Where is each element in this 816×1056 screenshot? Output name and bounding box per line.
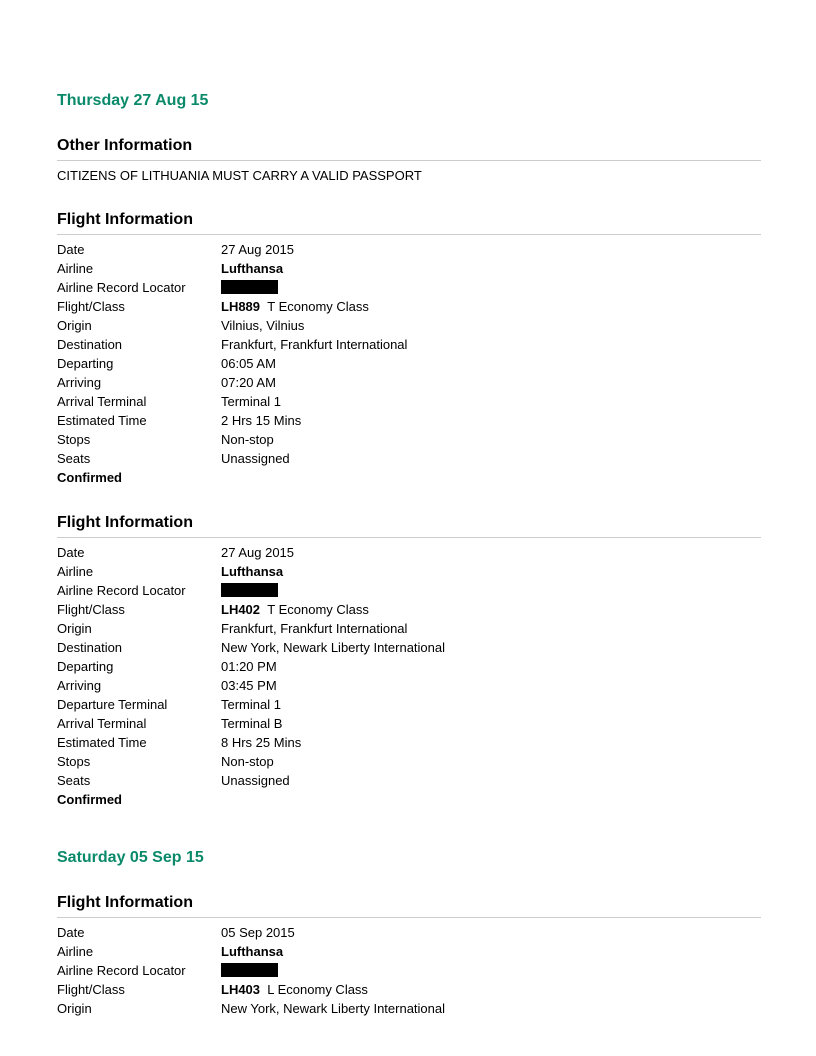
flight-number: LH403: [221, 982, 261, 997]
label-record-locator: Airline Record Locator: [57, 963, 186, 978]
flight-number: LH889: [221, 299, 261, 314]
value-estimated-time: 8 Hrs 25 Mins: [221, 735, 302, 750]
value-record-locator: [221, 581, 278, 600]
row-departure-terminal: [57, 695, 761, 714]
value-arriving: 03:45 PM: [221, 678, 277, 693]
label-record-locator: Airline Record Locator: [57, 280, 186, 295]
travel-class: L Economy Class: [267, 982, 368, 997]
row-origin: [57, 619, 761, 638]
row-estimated-time: [57, 411, 761, 430]
row-airline: [57, 942, 761, 961]
row-airline: [57, 562, 761, 581]
booking-status: Confirmed: [57, 792, 122, 807]
travel-class: T Economy Class: [267, 602, 369, 617]
day-header: Saturday 05 Sep 15: [57, 849, 204, 866]
value-arriving: 07:20 AM: [221, 375, 276, 390]
value-departing: 06:05 AM: [221, 356, 276, 371]
value-record-locator: [221, 961, 278, 980]
label-stops: Stops: [57, 754, 91, 769]
row-record-locator: [57, 278, 761, 297]
flight-details-1: [57, 240, 761, 487]
value-arrival-terminal: Terminal B: [221, 716, 283, 731]
row-date: [57, 543, 761, 562]
value-flight-class: [221, 600, 369, 619]
row-record-locator: [57, 581, 761, 600]
label-arrival-terminal: Arrival Terminal: [57, 394, 147, 409]
row-estimated-time: [57, 733, 761, 752]
value-date: 05 Sep 2015: [221, 925, 295, 940]
label-arrival-terminal: Arrival Terminal: [57, 716, 147, 731]
label-airline: Airline: [57, 564, 94, 579]
day-header: Thursday 27 Aug 15: [57, 92, 209, 109]
section-title-flight-information: Flight Information: [57, 893, 761, 918]
value-record-locator: [221, 278, 278, 297]
label-departing: Departing: [57, 356, 114, 371]
label-record-locator: Airline Record Locator: [57, 583, 186, 598]
flight-details-3: [57, 923, 761, 1018]
row-flight-class: [57, 980, 761, 999]
row-destination: [57, 335, 761, 354]
value-stops: Non-stop: [221, 754, 274, 769]
value-airline: Lufthansa: [221, 564, 284, 579]
row-arrival-terminal: [57, 392, 761, 411]
value-arrival-terminal: Terminal 1: [221, 394, 281, 409]
row-stops: [57, 430, 761, 449]
section-title-other-information: Other Information: [57, 136, 761, 161]
row-record-locator: [57, 961, 761, 980]
row-arriving: [57, 676, 761, 695]
label-departure-terminal: Departure Terminal: [57, 697, 168, 712]
label-date: Date: [57, 242, 85, 257]
label-airline: Airline: [57, 261, 94, 276]
row-departing: [57, 354, 761, 373]
value-departure-terminal: Terminal 1: [221, 697, 281, 712]
label-arriving: Arriving: [57, 375, 102, 390]
value-seats: Unassigned: [221, 451, 290, 466]
label-origin: Origin: [57, 318, 92, 333]
row-status: [57, 468, 761, 487]
value-origin: Vilnius, Vilnius: [221, 318, 305, 333]
value-airline: Lufthansa: [221, 944, 284, 959]
row-departing: [57, 657, 761, 676]
value-stops: Non-stop: [221, 432, 274, 447]
row-flight-class: [57, 600, 761, 619]
travel-class: T Economy Class: [267, 299, 369, 314]
section-title-flight-information: Flight Information: [57, 513, 761, 538]
label-flight-class: Flight/Class: [57, 602, 125, 617]
section-title-flight-information: Flight Information: [57, 210, 761, 235]
row-arrival-terminal: [57, 714, 761, 733]
value-origin: Frankfurt, Frankfurt International: [221, 621, 408, 636]
row-airline: [57, 259, 761, 278]
value-estimated-time: 2 Hrs 15 Mins: [221, 413, 302, 428]
value-date: 27 Aug 2015: [221, 545, 295, 560]
value-flight-class: [221, 297, 369, 316]
value-flight-class: [221, 980, 368, 999]
row-destination: [57, 638, 761, 657]
label-destination: Destination: [57, 337, 123, 352]
redaction-block: [221, 583, 278, 597]
row-seats: [57, 449, 761, 468]
row-date: [57, 923, 761, 942]
redaction-block: [221, 280, 278, 294]
booking-status: Confirmed: [57, 470, 122, 485]
value-destination: New York, Newark Liberty International: [221, 640, 446, 655]
label-estimated-time: Estimated Time: [57, 735, 147, 750]
row-status: [57, 790, 761, 809]
row-seats: [57, 771, 761, 790]
row-flight-class: [57, 297, 761, 316]
label-seats: Seats: [57, 773, 91, 788]
label-destination: Destination: [57, 640, 123, 655]
label-airline: Airline: [57, 944, 94, 959]
value-origin: New York, Newark Liberty International: [221, 1001, 446, 1016]
label-departing: Departing: [57, 659, 114, 674]
row-origin: [57, 316, 761, 335]
label-origin: Origin: [57, 1001, 92, 1016]
value-destination: Frankfurt, Frankfurt International: [221, 337, 408, 352]
flight-number: LH402: [221, 602, 261, 617]
label-stops: Stops: [57, 432, 91, 447]
value-date: 27 Aug 2015: [221, 242, 295, 257]
label-date: Date: [57, 925, 85, 940]
label-estimated-time: Estimated Time: [57, 413, 147, 428]
label-arriving: Arriving: [57, 678, 102, 693]
redaction-block: [221, 963, 278, 977]
label-flight-class: Flight/Class: [57, 299, 125, 314]
other-information-text: CITIZENS OF LITHUANIA MUST CARRY A VALID PASSPORT: [57, 168, 422, 183]
value-departing: 01:20 PM: [221, 659, 277, 674]
row-arriving: [57, 373, 761, 392]
value-seats: Unassigned: [221, 773, 290, 788]
label-flight-class: Flight/Class: [57, 982, 125, 997]
row-stops: [57, 752, 761, 771]
label-origin: Origin: [57, 621, 92, 636]
row-origin: [57, 999, 761, 1018]
value-airline: Lufthansa: [221, 261, 284, 276]
flight-details-2: [57, 543, 761, 809]
row-date: [57, 240, 761, 259]
label-seats: Seats: [57, 451, 91, 466]
label-date: Date: [57, 545, 85, 560]
